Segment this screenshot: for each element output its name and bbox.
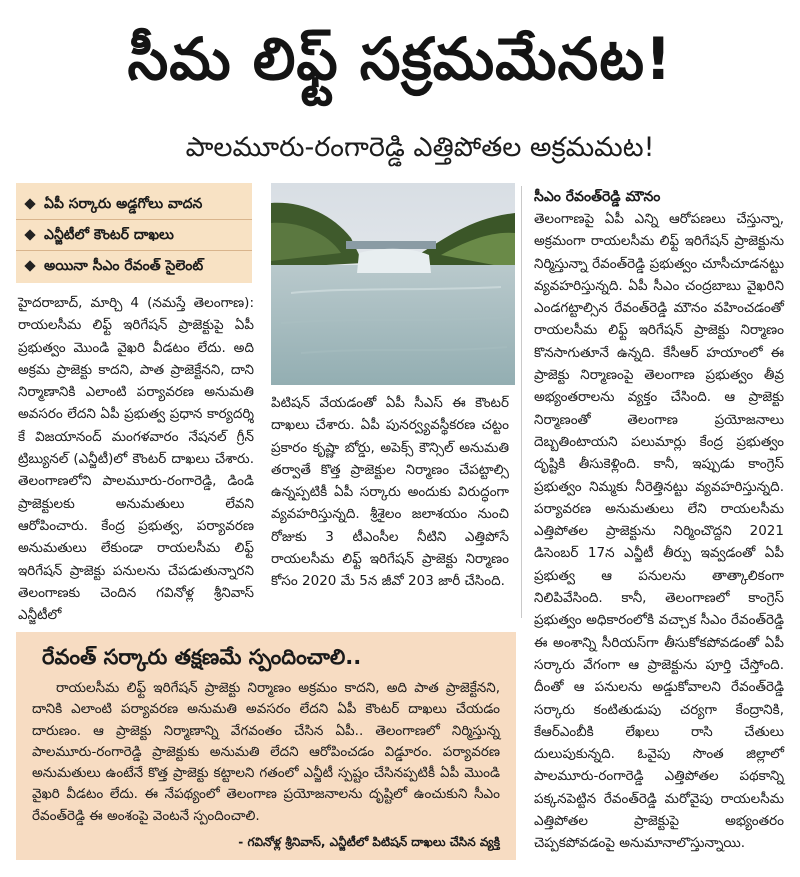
headline: సీమ లిఫ్ట్ సక్రమమేనట!	[127, 25, 673, 93]
quote-box	[16, 632, 516, 860]
reservoir-image	[271, 183, 515, 385]
highlight-text: ఎన్జీటీలో కౌంటర్ దాఖలు	[44, 227, 174, 243]
highlight-item	[16, 250, 252, 281]
article-column-3	[534, 208, 784, 855]
highlight-text: ఏపీ సర్కారు అడ్డగోలు వాదన	[44, 196, 203, 212]
highlight-text: అయినా సీఎం రేవంత్ సైలెంట్	[44, 258, 204, 274]
highlights-box	[16, 183, 252, 283]
reservoir-photo	[271, 183, 515, 385]
quote-box-title: రేవంత్ సర్కారు తక్షణమే స్పందించాలి..	[42, 645, 362, 669]
article-column-1	[18, 292, 254, 626]
column-divider	[521, 186, 522, 618]
bullet-icon	[24, 229, 35, 240]
column-2-text: పిటిషన్ వేయడంతో ఏపీ సీఎస్ ఈ కౌంటర్ దాఖలు చేశారు. ఏపీ పునర్వ్యవస్థీకరణ చట్టం ప్రకారం కృష్ణా బోర్డు, అపెక్స్ కౌన్సిల్ అనుమతి తర్వాతే కొత్త ప్రాజెక్టుల నిర్మాణం చేపట్టాల్సి ఉన్నప్పటికీ ఏపీ సర్కారు అందుకు విరుద్ధంగా వ్యవహరిస్తున్నది. శ్రీశైలం జలాశయం నుంచి రోజుకు 3 టీఎంసీల నీటిని ఎత్తిపోసే రాయలసీమ లిఫ్ట్ ఇరిగేషన్ ప్రాజెక్టు నిర్మాణం కోసం 2020 మే 5న జీవో 203 జారీ చేసింది.	[271, 395, 509, 590]
quote-box-credit: - గవినోళ్ల శ్రీనివాస్, ఎన్జీటీలో పిటిషన్ దాఖలు చేసిన వ్యక్తి	[238, 835, 500, 850]
highlight-item	[16, 219, 252, 250]
column-3-text: తెలంగాణపై ఏపీ ఎన్ని ఆరోపణలు చేస్తున్నా, అక్రమంగా రాయలసీమ లిఫ్ట్ ఇరిగేషన్ ప్రాజెక్టును నిర్మిస్తున్నా రేవంత్‌రెడ్డి ప్రభుత్వం చూసీచూడనట్టు వ్యవహరిస్తున్నది. ఏపీ సీఎం చంద్రబాబు వైఖరిని ఎండగట్టాల్సిన రేవంత్‌రెడ్డి మౌనం వహించడంతో రాయలసీమ లిఫ్ట్ ఇరిగేషన్ ప్రాజెక్టు నిర్మాణం కొనసాగుతూనే ఉన్నది. కేసీఆర్ హయాంలో ఈ ప్రాజెక్టు నిర్మాణంపై తెలంగాణ ప్రభుత్వం తీవ్ర అభ్యంతరాలను వ్యక్తం చేసింది. ఆ ప్రాజెక్టు నిర్మాణంతో తెలంగాణ ప్రయోజనాలు దెబ్బతింటాయని పలుమార్లు కేంద్ర ప్రభుత్వం దృష్టికి తీసుకెళ్లింది. కానీ, ఇప్పుడు కాంగ్రెస్ ప్రభుత్వం నిమ్మకు నీరెత్తినట్టు వ్యవహరిస్తున్నది. పర్యావరణ అనుమతులు లేని రాయలసీమ ఎత్తిపోతల ప్రాజెక్టును నిర్మించొద్దని 2021 డిసెంబర్ 17న ఎన్జీటీ తీర్పు ఇవ్వడంతో ఏపీ ప్రభుత్వ ఆ పనులను తాత్కాలికంగా నిలిపివేసింది. కానీ, తెలంగాణలో కాంగ్రెస్ ప్రభుత్వం అధికారంలోకి వచ్చాక సీఎం రేవంత్‌రెడ్డి ఈ అంశాన్ని సీరియస్‌గా తీసుకోకపోవడంతో ఏపీ సర్కారు వేగంగా ఆ ప్రాజెక్టును పూర్తి చేస్తోంది. దీంతో ఆ పనులను అడ్డుకోవాలని రేవంత్‌రెడ్డి సర్కారు కంటితుడుపు చర్యగా కేంద్రానికి, కేఆర్ఎంబీకి లేఖలు రాసి చేతులు దులుపుకున్నది. ఓవైపు సొంత జిల్లాలో పాలమూరు-రంగారెడ్డి ఎత్తిపోతల పథకాన్ని పక్కనపెట్టిన రేవంత్‌రెడ్డి మరోవైపు రాయలసీమ ఎత్తిపోతల ప్రాజెక్టుపై అభ్యంతరం చెప్పకపోవడంపై అనుమానాలొస్తున్నాయి.	[534, 211, 784, 852]
subheadline: పాలమూరు-రంగారెడ్డి ఎత్తిపోతల అక్రమమట!	[185, 132, 655, 163]
quote-box-body: రాయలసీమ లిఫ్ట్ ఇరిగేషన్ ప్రాజెక్టు నిర్మాణం అక్రమం కాదని, అది పాత ప్రాజెక్టేనని, దానికి ఎలాంటి పర్యావరణ అనుమతి అవసరం లేదని ఏపీ కౌంటర్ దాఖలు చేయడం దారుణం. ఆ ప్రాజెక్టు నిర్మాణాన్ని వేగవంతం చేసిన ఏపీ.. తెలంగాణలో నిర్మిస్తున్న పాలమూరు-రంగారెడ్డి ప్రాజెక్టుకు అనుమతి లేదని ఆరోపించడం విడ్డూరం. పర్యావరణ అనుమతులు ఉంటేనే కొత్త ప్రాజెక్టు కట్టాలని గతంలో ఎన్జీటీ స్పష్టం చేసినప్పటికీ ఏపీ మొండి వైఖరి వీడటం లేదు. ఈ నేపథ్యంలో తెలంగాణ ప్రయోజనాలను దృష్టిలో ఉంచుకుని సీఎం రేవంత్‌రెడ్డి ఈ అంశంపై వెంటనే స్పందించాలి.	[32, 680, 500, 824]
highlight-item	[16, 189, 252, 219]
bullet-icon	[24, 198, 35, 209]
column-1-text: హైదరాబాద్, మార్చి 4 (నమస్తే తెలంగాణ): రాయలసీమ లిఫ్ట్ ఇరిగేషన్ ప్రాజెక్టుపై ఏపీ ప్రభుత్వం మొండి వైఖరి వీడటం లేదు. అది అక్రమ ప్రాజెక్టు కాదని, పాత ప్రాజెక్టేనని, దాని నిర్మాణానికి ఎలాంటి పర్యావరణ అనుమతి అవసరం లేదని ఏపీ ప్రభుత్వ ప్రధాన కార్యదర్శి కే విజయానంద్ మంగళవారం నేషనల్ గ్రీన్ ట్రిబ్యునల్ (ఎన్జీటీ)లో కౌంటర్ దాఖలు చేశారు. తెలంగాణలోని పాలమూరు-రంగారెడ్డి, డిండి ప్రాజెక్టులకు అనుమతులు లేవని ఆరోపించారు. కేంద్ర ప్రభుత్వ, పర్యావరణ అనుమతులు లేకుండా రాయలసీమ లిఫ్ట్ ఇరిగేషన్ ప్రాజెక్టు పనులను చేపడుతున్నారని తెలంగాణకు చెందిన గవినోళ్ల శ్రీనివాస్ ఎన్జీటీలో	[18, 295, 254, 624]
column-3-heading: సీఎం రేవంత్‌రెడ్డి మౌనం	[534, 189, 661, 205]
article-column-2	[271, 392, 509, 593]
bullet-icon	[24, 260, 35, 271]
